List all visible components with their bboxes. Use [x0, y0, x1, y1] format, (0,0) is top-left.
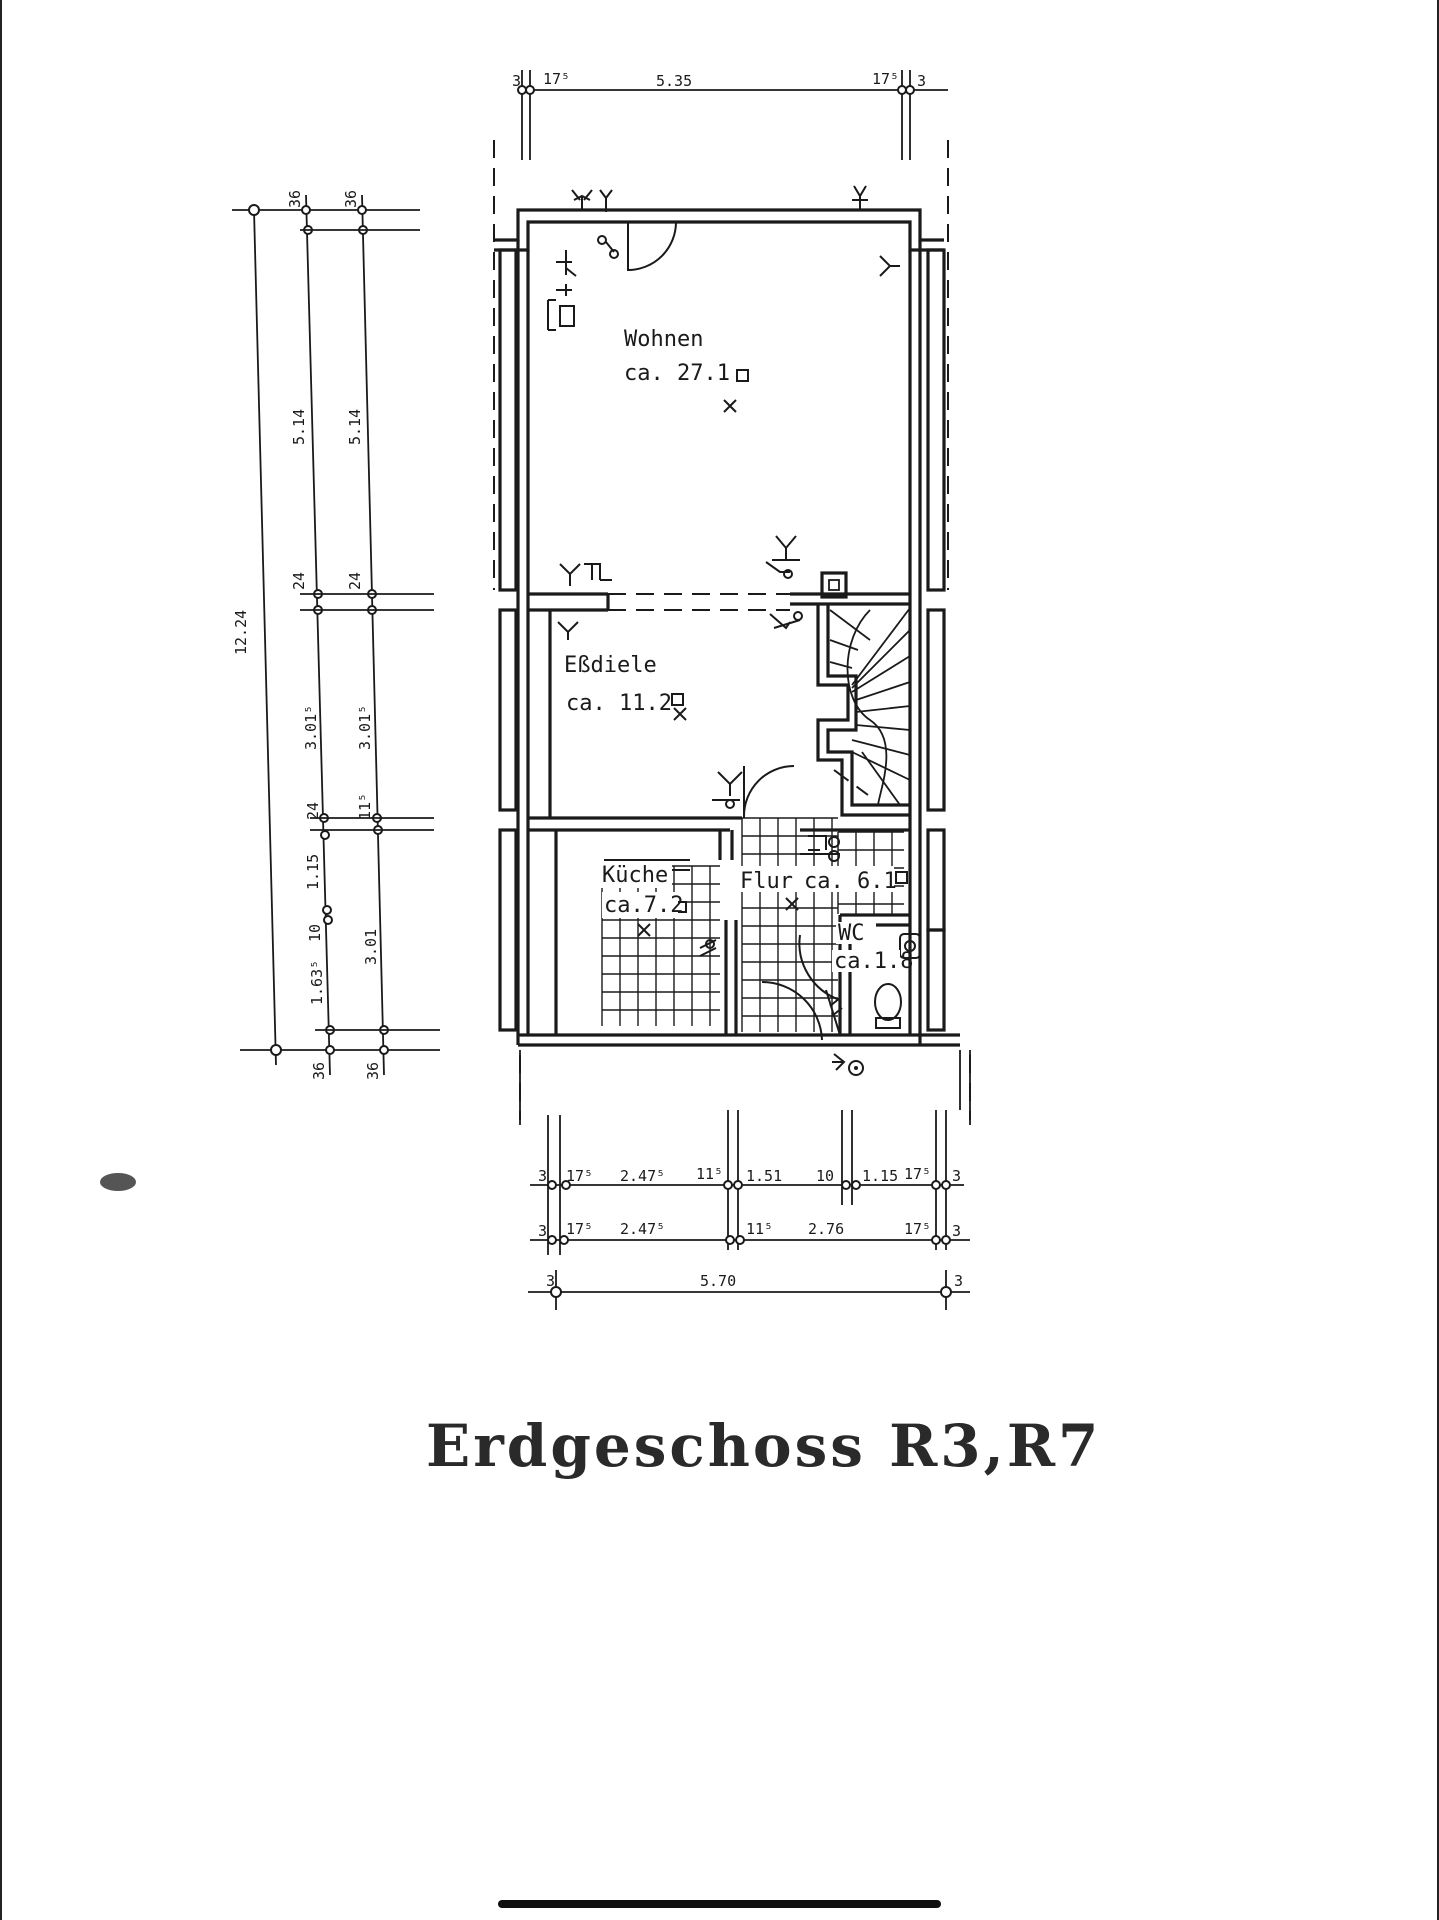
dim-left-a-4: 3.01⁵ — [302, 704, 320, 750]
room-area-kueche: ca.7.2 — [604, 893, 684, 918]
room-area-wc: ca.1.8 — [834, 949, 914, 974]
dim-b1-9: 3 — [952, 1167, 962, 1185]
dim-left-b-6: 3.01 — [362, 928, 380, 965]
room-area-flur: ca. 6.1 — [804, 869, 897, 894]
top-dimension-chain — [512, 70, 948, 160]
bottom-dimension-chains — [520, 1050, 970, 1310]
dim-b1-1: 3 — [538, 1167, 548, 1185]
dim-b1-2: 17⁵ — [566, 1167, 594, 1185]
dim-b3-1: 3 — [546, 1272, 556, 1290]
dim-b3-2: 5.70 — [700, 1272, 737, 1290]
dim-left-a-9: 36 — [310, 1061, 328, 1080]
dim-b2-5: 2.76 — [808, 1220, 845, 1238]
home-indicator[interactable] — [498, 1900, 941, 1908]
dim-left-a-5: 24 — [304, 801, 322, 820]
left-dimension-chains — [232, 190, 440, 1080]
dim-b2-4: 11⁵ — [746, 1220, 774, 1238]
scan-smudge — [100, 1173, 136, 1191]
dim-b1-5: 1.51 — [746, 1167, 783, 1185]
dim-left-a-1: 36 — [286, 189, 304, 208]
dim-left-b-1: 36 — [342, 189, 360, 208]
dim-left-a-6: 1.15 — [304, 853, 322, 890]
dim-b3-3: 3 — [954, 1272, 964, 1290]
room-name-essdiele: Eßdiele — [564, 653, 657, 678]
room-area-essdiele: ca. 11.2 — [566, 691, 672, 716]
dim-b2-2: 17⁵ — [566, 1220, 594, 1238]
dim-left-b-7: 36 — [364, 1061, 382, 1080]
dim-top-4: 17⁵ — [872, 70, 900, 88]
dim-b1-3: 2.47⁵ — [620, 1167, 666, 1185]
dim-b1-6: 10 — [816, 1167, 835, 1185]
dim-top-1: 3 — [512, 72, 522, 90]
staircase — [830, 608, 910, 805]
dim-b1-8: 17⁵ — [904, 1165, 932, 1183]
dim-b2-7: 3 — [952, 1222, 962, 1240]
dim-top-5: 3 — [917, 72, 927, 90]
dim-top-2: 17⁵ — [543, 70, 571, 88]
dim-top-3: 5.35 — [656, 72, 693, 90]
dim-left-total: 12.24 — [232, 609, 250, 655]
room-name-kueche: Küche — [602, 863, 669, 888]
dim-b2-3: 2.47⁵ — [620, 1220, 666, 1238]
dim-left-b-4: 3.01⁵ — [356, 704, 374, 750]
dim-b2-1: 3 — [538, 1222, 548, 1240]
room-name-wohnen: Wohnen — [624, 327, 704, 352]
dim-left-a-8: 1.63⁵ — [308, 959, 326, 1005]
room-labels — [564, 327, 913, 974]
room-name-flur: Flur — [740, 869, 793, 894]
plan-title: Erdgeschoss R3,R7 — [426, 1412, 1102, 1480]
dim-b2-6: 17⁵ — [904, 1220, 932, 1238]
dim-left-b-5: 11⁵ — [356, 792, 374, 820]
dim-left-a-2: 5.14 — [290, 408, 308, 445]
room-name-wc: WC — [838, 921, 865, 946]
dim-left-b-2: 5.14 — [346, 408, 364, 445]
dim-b1-7: 1.15 — [862, 1167, 899, 1185]
dim-left-a-3: 24 — [290, 571, 308, 590]
room-area-wohnen: ca. 27.1 — [624, 361, 730, 386]
dim-left-b-3: 24 — [346, 571, 364, 590]
dim-b1-4: 11⁵ — [696, 1165, 724, 1183]
dim-left-a-7: 10 — [306, 923, 324, 942]
